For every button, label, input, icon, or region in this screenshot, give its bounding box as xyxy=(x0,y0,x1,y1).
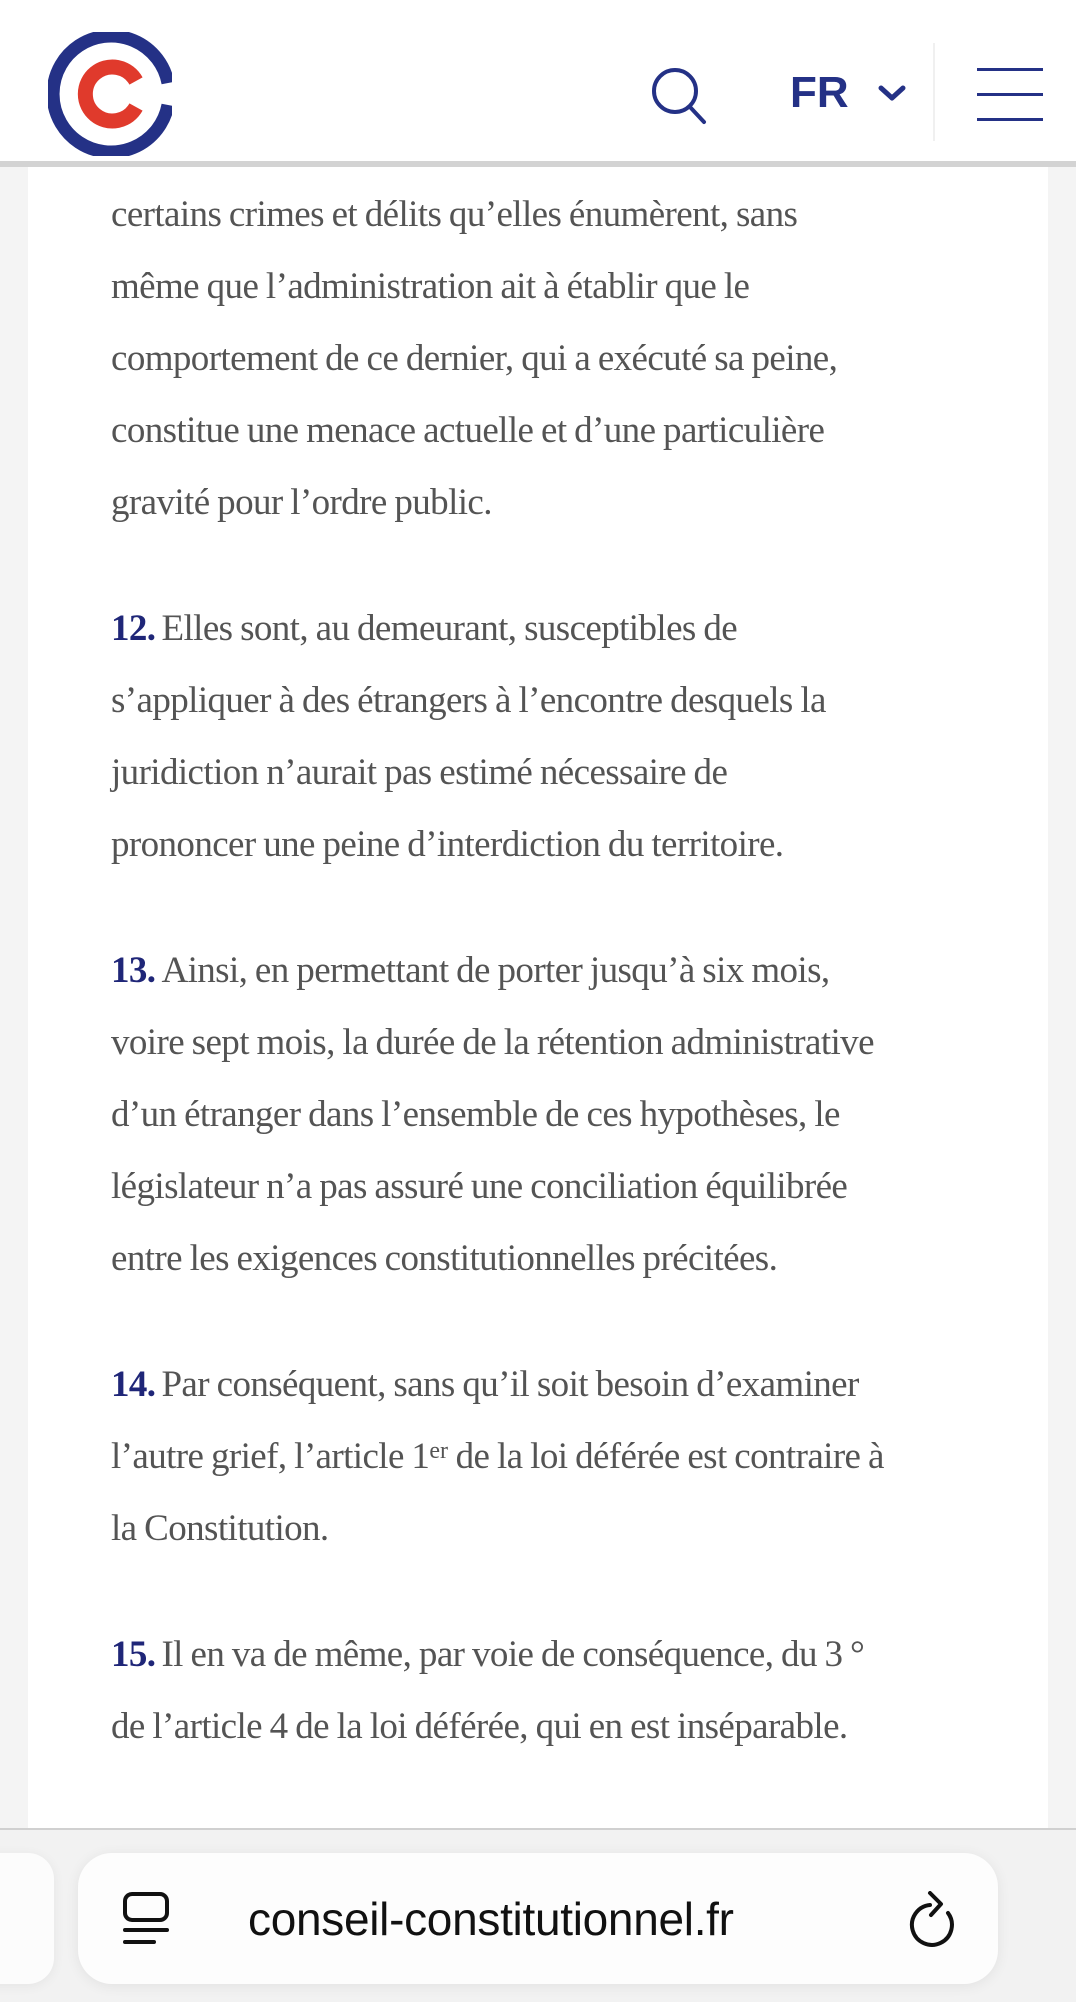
search-icon xyxy=(650,66,710,126)
text-line: voire sept mois, la durée de la rétention administrative xyxy=(111,1022,874,1063)
text-line: prononcer une peine d’interdiction du territoire. xyxy=(111,824,784,865)
text-line: certains crimes et délits qu’elles énumèrent, sans xyxy=(111,194,798,235)
hamburger-menu-icon-bar xyxy=(977,118,1043,121)
text-span: Elles sont, au demeurant, susceptibles de xyxy=(161,608,738,649)
browser-toolbar xyxy=(0,1828,1076,2002)
text-line xyxy=(111,607,737,651)
paragraph-number: 12. xyxy=(111,608,156,649)
reader-mode-button[interactable] xyxy=(123,1891,171,1947)
text-line: comportement de ce dernier, qui a exécuté sa peine, xyxy=(111,338,838,379)
text-line: même que l’administration ait à établir que le xyxy=(111,266,750,307)
language-selector[interactable] xyxy=(790,70,907,116)
text-span: de la loi déférée est contraire à xyxy=(447,1436,884,1477)
text-line: s’appliquer à des étrangers à l’encontre desquels la xyxy=(111,680,826,721)
paragraph-number: 13. xyxy=(111,950,156,991)
text-line xyxy=(111,1633,864,1677)
article-card xyxy=(28,0,1048,1828)
text-span: l’autre grief, l’article 1 xyxy=(111,1436,430,1477)
paragraph-number: 15. xyxy=(111,1634,156,1675)
paragraph-number: 14. xyxy=(111,1364,156,1405)
header-divider xyxy=(933,43,935,141)
reload-icon xyxy=(908,1891,962,1951)
text-line: constitue une menace actuelle et d’une particulière xyxy=(111,410,825,451)
text-line xyxy=(111,1435,884,1479)
text-line: gravité pour l’ordre public. xyxy=(111,482,492,523)
url-text[interactable]: conseil-constitutionnel.fr xyxy=(248,1893,734,1945)
reload-button[interactable] xyxy=(908,1891,962,1951)
previous-tab-card[interactable] xyxy=(0,1853,54,1984)
text-line: législateur n’a pas assuré une conciliation équilibrée xyxy=(111,1166,848,1207)
conseil-constitutionnel-logo-icon xyxy=(48,32,172,156)
site-logo[interactable] xyxy=(48,32,172,156)
hamburger-menu-icon-bar xyxy=(977,93,1043,96)
search-button[interactable] xyxy=(650,66,710,126)
text-span: Il en va de même, par voie de conséquence, du 3 ° xyxy=(161,1634,865,1675)
site-header xyxy=(0,0,1076,167)
text-line: juridiction n’aurait pas estimé nécessaire de xyxy=(111,752,728,793)
reader-mode-icon xyxy=(123,1891,171,1947)
menu-button[interactable] xyxy=(975,64,1045,122)
text-line xyxy=(111,1363,859,1407)
language-label: FR xyxy=(790,68,849,117)
text-line xyxy=(111,949,830,993)
address-bar[interactable] xyxy=(78,1853,998,1984)
text-line: de l’article 4 de la loi déférée, qui en est inséparable. xyxy=(111,1706,848,1747)
hamburger-menu-icon xyxy=(977,68,1043,71)
text-line: entre les exigences constitutionnelles précitées. xyxy=(111,1238,778,1279)
ordinal-superscript: er xyxy=(429,1438,448,1464)
text-line: d’un étranger dans l’ensemble de ces hypothèses, le xyxy=(111,1094,840,1135)
chevron-down-icon xyxy=(877,84,907,102)
text-span: Par conséquent, sans qu’il soit besoin d’examiner xyxy=(161,1364,859,1405)
text-span: Ainsi, en permettant de porter jusqu’à six mois, xyxy=(161,950,830,991)
text-line: la Constitution. xyxy=(111,1508,329,1549)
